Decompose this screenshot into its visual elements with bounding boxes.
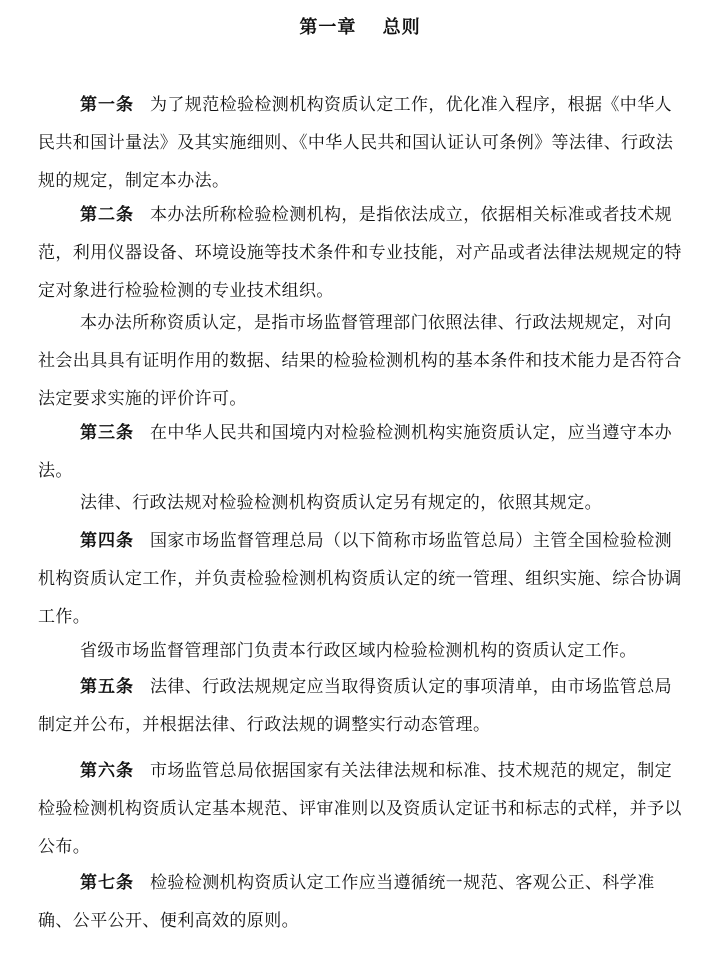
article-text: 检验检测机构资质认定工作应当遵循统一规范、客观公正、科学准确、公平公开、便利高效的原则。 bbox=[38, 873, 655, 931]
article-number: 第七条 bbox=[80, 873, 134, 893]
article-number: 第三条 bbox=[80, 423, 134, 443]
article-text: 在中华人民共和国境内对检验检测机构实施资质认定，应当遵守本办法。 bbox=[38, 423, 672, 481]
article-continuation-paragraph bbox=[0, 484, 646, 522]
article-continuation-paragraph bbox=[0, 632, 646, 670]
article-number: 第五条 bbox=[80, 677, 134, 697]
article-number: 第四条 bbox=[80, 531, 134, 551]
article-number: 第二条 bbox=[80, 205, 134, 225]
article-number: 第一条 bbox=[80, 95, 134, 115]
article-text: 国家市场监督管理总局（以下简称市场监管总局）主管全国检验检测机构资质认定工作，并负责检验检测机构资质认定的统一管理、组织实施、综合协调工作。 bbox=[38, 531, 682, 627]
article-paragraph bbox=[0, 414, 672, 490]
article-text: 本办法所称检验检测机构，是指依法成立，依据相关标准或者技术规范，利用仪器设备、环境设施等技术条件和专业技能，对产品或者法律法规规定的特定对象进行检验检测的专业技术组织。 bbox=[38, 205, 682, 301]
article-continuation-paragraph bbox=[0, 304, 682, 418]
article-text: 省级市场监督管理部门负责本行政区域内检验检测机构的资质认定工作。 bbox=[80, 641, 637, 661]
article-paragraph bbox=[0, 752, 682, 866]
article-number: 第六条 bbox=[80, 761, 134, 781]
article-text: 本办法所称资质认定，是指市场监督管理部门依照法律、行政法规规定，对向社会出具具有证明作用的数据、结果的检验检测机构的基本条件和技术能力是否符合法定要求实施的评价许可。 bbox=[38, 313, 682, 409]
article-paragraph bbox=[0, 864, 655, 940]
article-paragraph bbox=[0, 522, 682, 636]
article-text: 为了规范检验检测机构资质认定工作，优化准入程序，根据《中华人民共和国计量法》及其实施细则、《中华人民共和国认证认可条例》等法律、行政法规的规定，制定本办法。 bbox=[38, 95, 674, 191]
article-paragraph bbox=[0, 196, 682, 310]
chapter-title: 第一章 总则 bbox=[299, 17, 421, 38]
article-paragraph bbox=[0, 668, 672, 744]
article-text: 法律、行政法规对检验检测机构资质认定另有规定的，依照其规定。 bbox=[80, 493, 602, 513]
article-paragraph bbox=[0, 86, 674, 200]
article-text: 法律、行政法规规定应当取得资质认定的事项清单，由市场监管总局制定并公布，并根据法律、行政法规的调整实行动态管理。 bbox=[38, 677, 672, 735]
article-text: 市场监管总局依据国家有关法律法规和标准、技术规范的规定，制定检验检测机构资质认定基本规范、评审准则以及资质认定证书和标志的式样，并予以公布。 bbox=[38, 761, 682, 857]
